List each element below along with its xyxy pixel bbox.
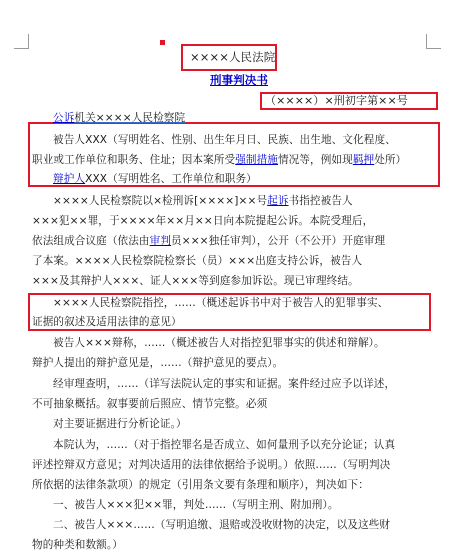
para3-line-2: 辩护人提出的辩护意见是，……（辩护意见的要点）。 (32, 357, 284, 369)
crop-mark-top-right (426, 34, 441, 49)
defender-line: 辩护人XXX（写明姓名、工作单位和职务） (53, 173, 257, 185)
prosecution-line: 公诉机关××××人民检察院 (53, 112, 186, 124)
link-defender[interactable]: 辩护人 (53, 173, 86, 185)
para5-line-3: 所依据的法律条款项）的规定（引用条文要有条理和顺序），判决如下： (32, 479, 369, 491)
para2-line-2: 证据的叙述及适用法律的意见） (32, 316, 182, 328)
link-trial[interactable]: 审判 (149, 235, 172, 247)
document-title[interactable]: 刑事判决书 (210, 73, 268, 87)
link-coercive-measures[interactable]: 强制措施 (235, 154, 278, 166)
para5-line-1: 本院认为，……（对于指控罪名是否成立、如何量刑予以充分论证；认真 (53, 439, 396, 451)
defendant-line-1: 被告人XXX（写明姓名、性别、出生年月日、民族、出生地、文化程度、 (53, 134, 396, 146)
case-number: （××××）×刑初字第××号 (265, 94, 408, 107)
para3-line-1: 被告人×××辩称，……（概述被告人对指控犯罪事实的供述和辩解）。 (53, 337, 385, 349)
para5-line-5: 二、被告人×××……（写明追缴、退赔或没收财物的决定，以及这些财 (53, 519, 391, 531)
para4-line-1: 经审理查明，……（详写法院认定的事实和证据。案件经过应予以详述， (53, 378, 396, 390)
crop-mark-top-left (14, 34, 29, 49)
link-indictment[interactable]: 起诉 (267, 195, 289, 207)
red-bullet-marker (160, 40, 165, 45)
para4-line-2: 不可抽象概括。叙事要前后照应、情节完整。必须 (32, 398, 268, 410)
para1-line-1: ××××人民检察院以×检刑诉[××××]××号起诉书指控被告人 (53, 195, 353, 207)
link-detention[interactable]: 羁押 (352, 154, 375, 166)
para2-line-1: ××××人民检察院指控，……（概述起诉书中对于被告人的犯罪事实、 (53, 297, 389, 309)
para5-line-4: 一、被告人×××犯××罪，判处……（写明主刑、附加刑）。 (53, 499, 339, 511)
para4-line-3: 对主要证据进行分析论证。） (53, 418, 187, 430)
para1-line-2: ×××犯××罪，于××××年××月××日向本院提起公诉。本院受理后， (32, 215, 374, 227)
para1-line-5: ×××及其辩护人×××、证人×××等到庭参加诉讼。现已审理终结。 (32, 275, 359, 287)
para1-line-4: 了本案。××××人民检察院检察长（员）×××出庭支持公诉，被告人 (32, 255, 363, 267)
court-name: ××××人民法院 (190, 50, 276, 64)
para1-line-3: 依法组成合议庭（依法由审判员×××独任审判），公开（不公开）开庭审理 (32, 235, 386, 247)
defendant-line-2: 职业或工作单位和职务、住址；因本案所受强制措施情况等，例如现羁押处所） (32, 154, 407, 166)
link-prosecution[interactable]: 公诉 (53, 112, 75, 124)
para5-line-2: 评述控辩双方意见；对判决适用的法律依据给予说明。）依照……（写明判决 (32, 459, 391, 471)
para5-line-6: 物的种类和数额。） (32, 539, 123, 551)
